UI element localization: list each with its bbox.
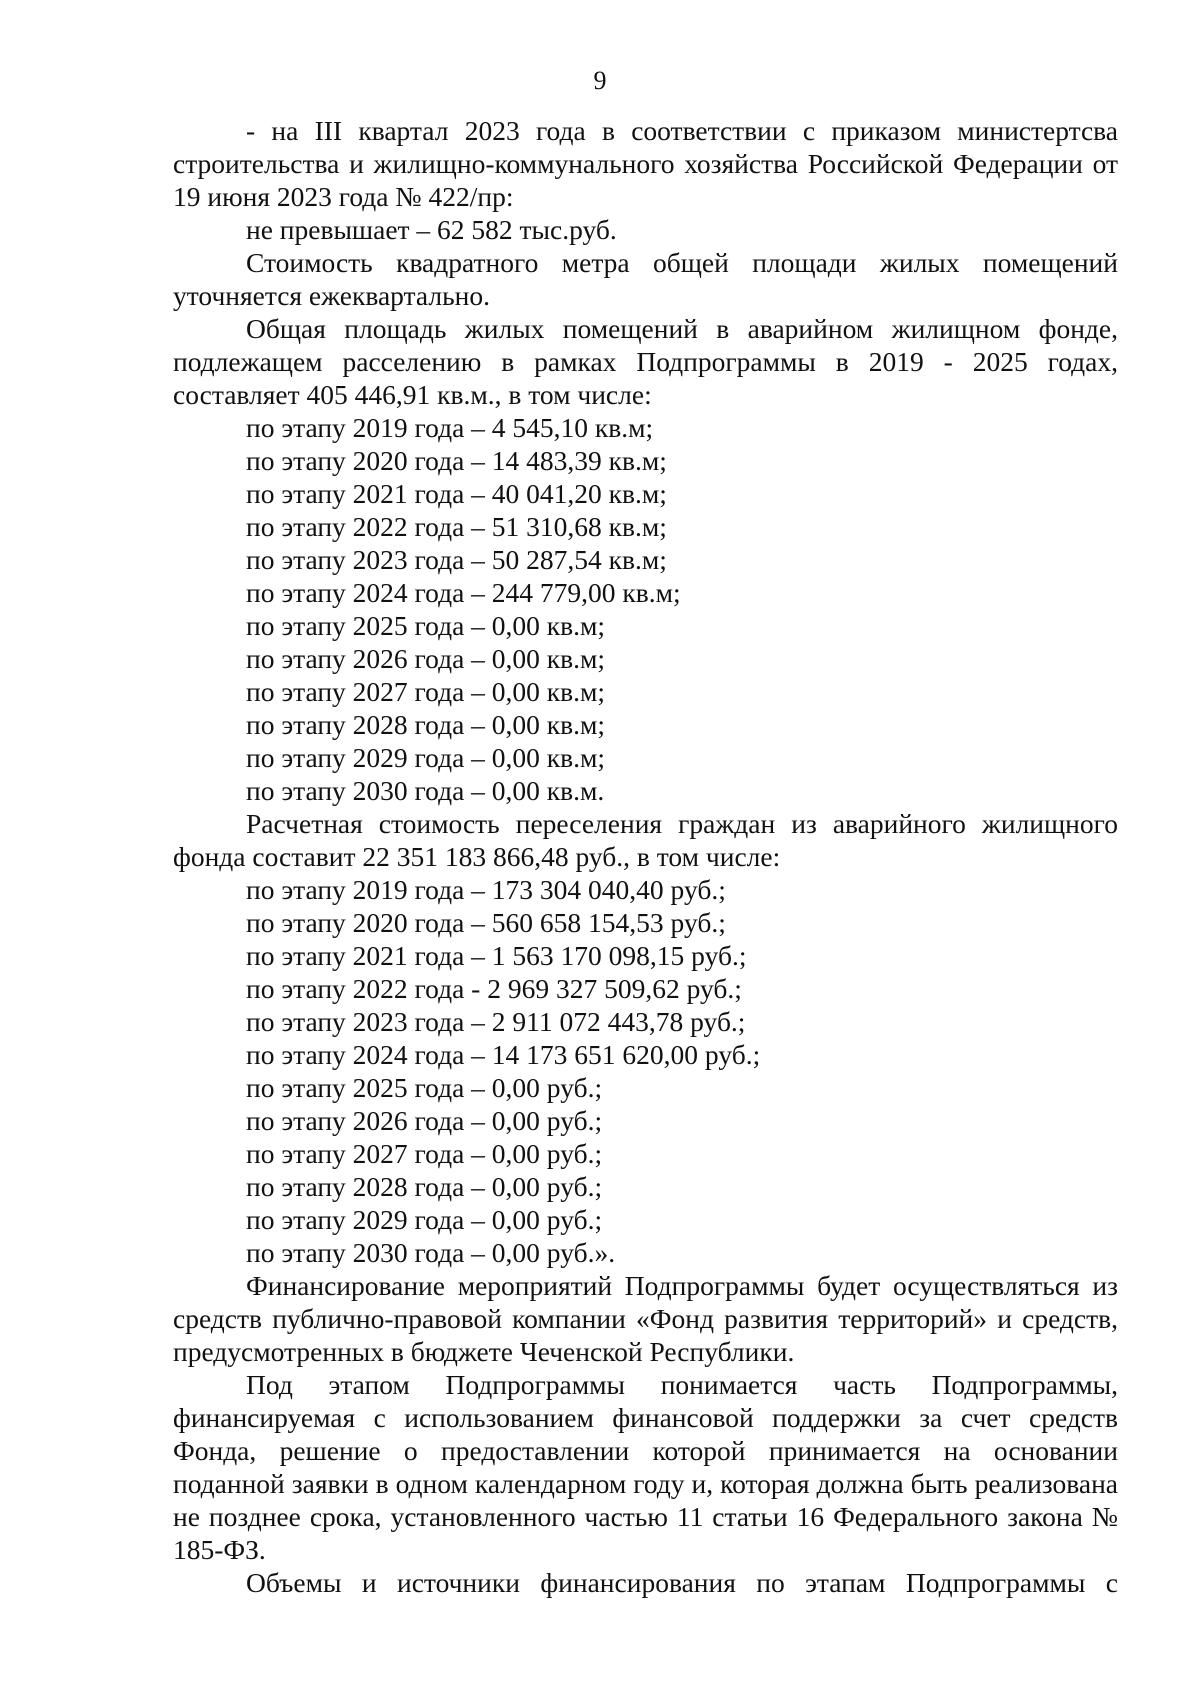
price-limit-line: не превышает – 62 582 тыс.руб. bbox=[246, 214, 617, 245]
list-item: по этапу 2023 года – 50 287,54 кв.м; bbox=[246, 544, 667, 575]
list-item: по этапу 2026 года – 0,00 руб.; bbox=[246, 1105, 603, 1136]
list-item: по этапу 2023 года – 2 911 072 443,78 руб.; bbox=[246, 1006, 746, 1037]
paragraph-sqm-cost: Стоимость квадратного метра общей площади жилых помещений уточняется ежеквартально. bbox=[173, 247, 1118, 311]
list-item: по этапу 2027 года – 0,00 руб.; bbox=[246, 1138, 603, 1169]
paragraph-resettlement-cost: Расчетная стоимость переселения граждан из аварийного жилищного фонда составит 22 351 183 866,48 руб., в том числе: bbox=[173, 808, 1118, 872]
area-stage-list bbox=[173, 411, 1118, 807]
document-body bbox=[173, 114, 1118, 1599]
page-number: 9 bbox=[593, 66, 607, 95]
cost-stage-list bbox=[173, 873, 1118, 1269]
list-item: по этапу 2027 года – 0,00 кв.м; bbox=[246, 676, 606, 707]
list-item: по этапу 2024 года – 244 779,00 кв.м; bbox=[246, 577, 681, 608]
list-item: по этапу 2022 года - 2 969 327 509,62 руб.; bbox=[246, 973, 742, 1004]
list-item: по этапу 2022 года – 51 310,68 кв.м; bbox=[246, 511, 667, 542]
list-item: по этапу 2030 года – 0,00 руб.». bbox=[246, 1237, 616, 1268]
list-item: по этапу 2025 года – 0,00 руб.; bbox=[246, 1072, 603, 1103]
paragraph-stage-definition: Под этапом Подпрограммы понимается часть Подпрограммы, финансируемая с использованием финансовой поддержки за счет средств Фонда, решение о предоставлении которой принимается на основании поданной заявки в одном календарном году и, которая должна быть реализована не позднее срока, установленного частью 11 статьи 16 Федерального закона № 185-ФЗ. bbox=[173, 1369, 1118, 1565]
paragraph-total-area: Общая площадь жилых помещений в аварийном жилищном фонде, подлежащем расселению в рамках Подпрограммы в 2019 - 2025 годах, составляет 405 446,91 кв.м., в том числе: bbox=[173, 313, 1118, 410]
list-item: по этапу 2021 года – 40 041,20 кв.м; bbox=[246, 478, 667, 509]
list-item: по этапу 2030 года – 0,00 кв.м. bbox=[246, 775, 605, 806]
list-item: по этапу 2021 года – 1 563 170 098,15 руб.; bbox=[246, 940, 747, 971]
list-item: по этапу 2029 года – 0,00 руб.; bbox=[246, 1204, 603, 1235]
list-item: по этапу 2024 года – 14 173 651 620,00 руб.; bbox=[246, 1039, 761, 1070]
list-item: по этапу 2028 года – 0,00 кв.м; bbox=[246, 709, 606, 740]
list-item: по этапу 2026 года – 0,00 кв.м; bbox=[246, 643, 606, 674]
list-item: по этапу 2020 года – 14 483,39 кв.м; bbox=[246, 445, 667, 476]
paragraph-financing: Финансирование мероприятий Подпрограммы будет осуществляться из средств публично-правовой компании «Фонд развития территорий» и средств, предусмотренных в бюджете Чеченской Республики. bbox=[173, 1270, 1118, 1367]
list-item: по этапу 2020 года – 560 658 154,53 руб.; bbox=[246, 907, 726, 938]
paragraph-quarter-price: - на III квартал 2023 года в соответствии с приказом министертсва строительства и жилищно-коммунального хозяйства Российской Федерации от 19 июня 2023 года № 422/пр: bbox=[173, 115, 1118, 212]
list-item: по этапу 2025 года – 0,00 кв.м; bbox=[246, 610, 606, 641]
list-item: по этапу 2028 года – 0,00 руб.; bbox=[246, 1171, 603, 1202]
list-item: по этапу 2019 года – 173 304 040,40 руб.; bbox=[246, 874, 726, 905]
list-item: по этапу 2019 года – 4 545,10 кв.м; bbox=[246, 412, 654, 443]
list-item: по этапу 2029 года – 0,00 кв.м; bbox=[246, 742, 606, 773]
paragraph-volumes: Объемы и источники финансирования по этапам Подпрограммы с bbox=[246, 1567, 1118, 1598]
